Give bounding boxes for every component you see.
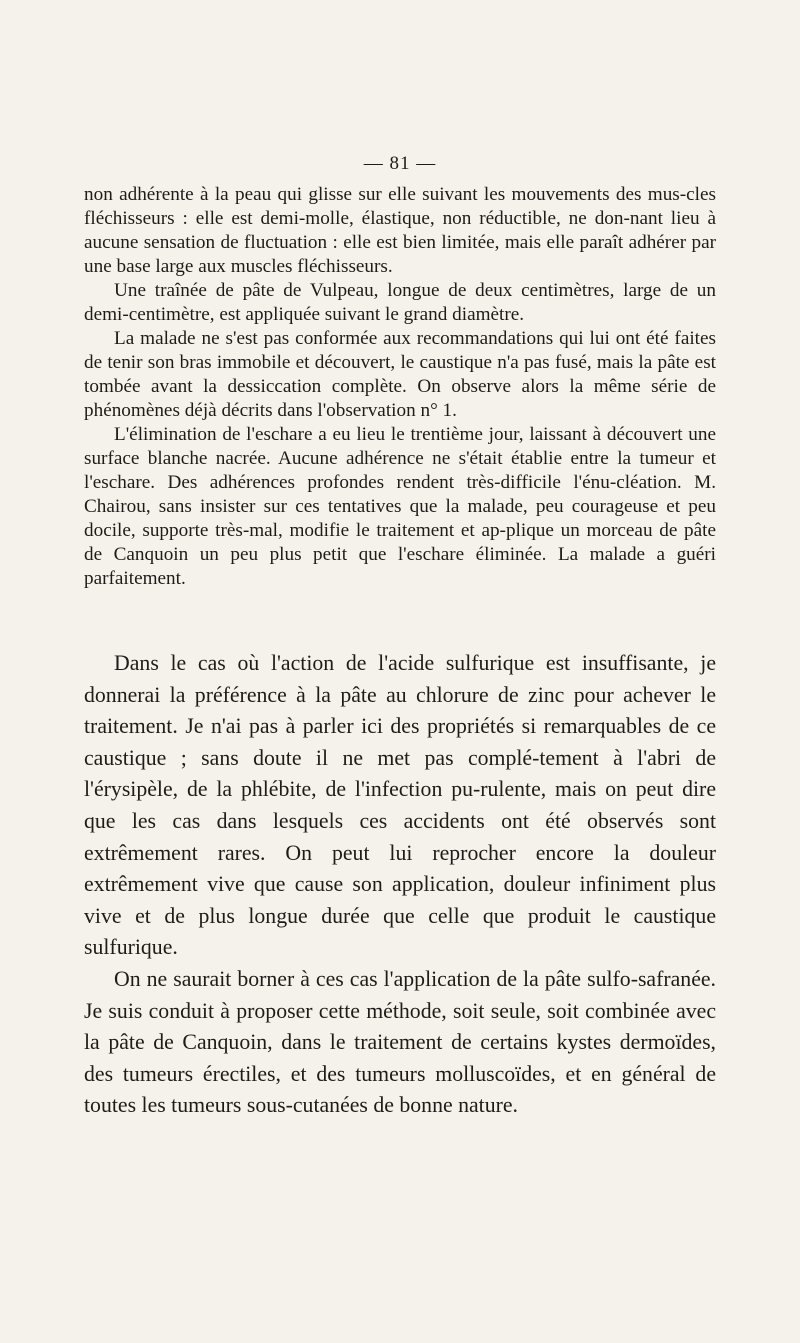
paragraph: Une traînée de pâte de Vulpeau, longue de deux centimètres, large de un demi-centimètre, est appliquée suivant le grand diamètre. bbox=[84, 280, 716, 325]
paragraph: La malade ne s'est pas conformée aux recommandations qui lui ont été faites de tenir son bras immobile et découvert, le caustique n'a pas fusé, mais la pâte est tombée avant la dessiccation complète. On observe alors la même série de phénomènes déjà décrits dans l'observation n° 1. bbox=[84, 328, 716, 421]
paragraph: Dans le cas où l'action de l'acide sulfurique est insuffisante, je donnerai la préférence à la pâte au chlorure de zinc pour achever le traitement. Je n'ai pas à parler ici des propriétés si remarquables de ce caustique ; sans doute il ne met pas complé-tement à l'abri de l'érysipèle, de la phlébite, de l'infection pu-rulente, mais on peut dire que les cas dans lesquels ces accidents ont été observés sont extrêmement rares. On peut lui reprocher encore la douleur extrêmement vive que cause son application, douleur infiniment plus vive et de plus longue durée que celle que produit le caustique sulfurique. bbox=[84, 651, 716, 960]
main-text-block bbox=[84, 648, 716, 1122]
observation-text-block bbox=[84, 183, 716, 591]
paragraph: On ne saurait borner à ces cas l'application de la pâte sulfo-safranée. Je suis conduit à proposer cette méthode, soit seule, soit combinée avec la pâte de Canquoin, dans le traitement de certains kystes dermoïdes, des tumeurs érectiles, et des tumeurs molluscoïdes, et en général de toutes les tumeurs sous-cutanées de bonne nature. bbox=[84, 966, 716, 1118]
paragraph: L'élimination de l'eschare a eu lieu le trentième jour, laissant à découvert une surface blanche nacrée. Aucune adhérence ne s'était établie entre la tumeur et l'eschare. Des adhérences profondes rendent très-difficile l'énu-cléation. M. Chairou, sans insister sur ces tentatives que la malade, peu courageuse et peu docile, supporte très-mal, modifie le traitement et ap-plique un morceau de pâte de Canquoin un peu plus petit que l'eschare éliminée. La malade a guéri parfaitement. bbox=[84, 424, 716, 589]
page-number: — 81 — bbox=[363, 153, 437, 174]
paragraph: non adhérente à la peau qui glisse sur elle suivant les mouvements des mus-cles fléchisseurs : elle est demi-molle, élastique, non réductible, ne don-nant lieu à aucune sensation de fluctuation : elle est bien limitée, mais elle paraît adhérer par une base large aux muscles fléchisseurs. bbox=[84, 184, 716, 277]
